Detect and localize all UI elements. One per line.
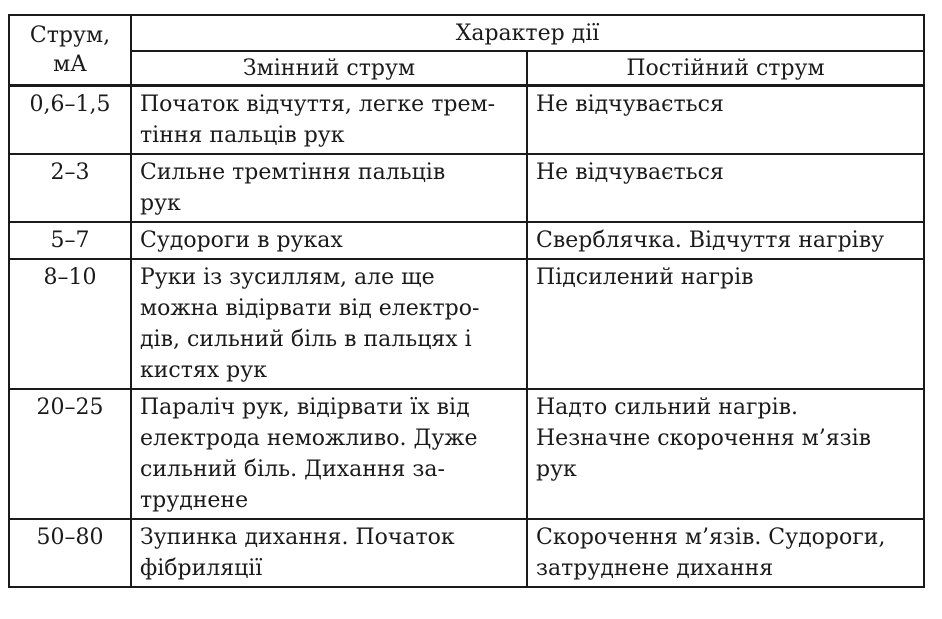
table-row (9, 154, 924, 222)
dc-effect-cell (527, 154, 924, 222)
dc-effect-line: затруднене дихання (536, 556, 774, 581)
table-row (9, 86, 924, 155)
header-current (9, 15, 131, 86)
ac-effect-cell (131, 519, 527, 587)
ac-effect-line: Сильне тремтіння пальців (140, 160, 446, 185)
dc-effect-line: Надто сильний нагрів. (536, 395, 798, 420)
dc-effect-line: Незначне скорочення м’язів (536, 426, 872, 451)
dc-effect-line: Не відчувається (536, 92, 724, 117)
table-row (9, 222, 924, 259)
header-ac-current: Змінний струм (131, 51, 527, 86)
current-range-cell: 50–80 (9, 519, 131, 587)
ac-effect-line: сильний біль. Дихання за- (140, 457, 445, 482)
header-row-1 (9, 15, 924, 51)
ac-effect-cell (131, 389, 527, 519)
ac-effect-line: Зупинка дихання. Початок (140, 525, 455, 550)
header-action-character: Характер дії (131, 15, 924, 51)
current-range-cell: 5–7 (9, 222, 131, 259)
dc-effect-cell (527, 222, 924, 259)
dc-effect-cell (527, 86, 924, 155)
dc-effect-line: рук (536, 457, 577, 482)
dc-effect-cell (527, 259, 924, 389)
ac-effect-line: фібриляції (140, 556, 263, 581)
dc-effect-line: Сверблячка. Відчуття нагріву (536, 228, 885, 253)
header-current-line2: мА (53, 52, 87, 77)
table-row (9, 519, 924, 587)
dc-effect-line: Підсилений нагрів (536, 265, 754, 290)
ac-effect-line: можна відірвати від електро- (140, 296, 480, 321)
table-row (9, 259, 924, 389)
ac-effect-line: електрода неможливо. Дуже (140, 426, 478, 451)
current-range-cell: 2–3 (9, 154, 131, 222)
header-dc-current: Постійний струм (527, 51, 924, 86)
dc-effect-line: Не відчувається (536, 160, 724, 185)
ac-effect-line: кистях рук (140, 358, 267, 383)
header-row-2 (9, 51, 924, 86)
dc-effect-line: Скорочення м’язів. Судороги, (536, 525, 886, 550)
current-range-cell: 0,6–1,5 (9, 86, 131, 155)
ac-effect-cell (131, 86, 527, 155)
ac-effect-cell (131, 154, 527, 222)
ac-effect-line: Параліч рук, відірвати їх від (140, 395, 470, 420)
ac-effect-cell (131, 222, 527, 259)
table-row (9, 389, 924, 519)
ac-effect-cell (131, 259, 527, 389)
current-range-cell: 20–25 (9, 389, 131, 519)
ac-effect-line: рук (140, 191, 181, 216)
current-range-cell: 8–10 (9, 259, 131, 389)
current-effects-table (8, 14, 925, 588)
ac-effect-line: Початок відчуття, легке трем- (140, 92, 496, 117)
ac-effect-line: дів, сильний біль в пальцях і (140, 327, 472, 352)
ac-effect-line: тіння пальців рук (140, 123, 345, 148)
dc-effect-cell (527, 389, 924, 519)
ac-effect-line: труднене (140, 488, 249, 513)
ac-effect-line: Судороги в руках (140, 228, 343, 253)
header-current-line1: Струм, (29, 23, 111, 48)
ac-effect-line: Руки із зусиллям, але ще (140, 265, 435, 290)
dc-effect-cell (527, 519, 924, 587)
